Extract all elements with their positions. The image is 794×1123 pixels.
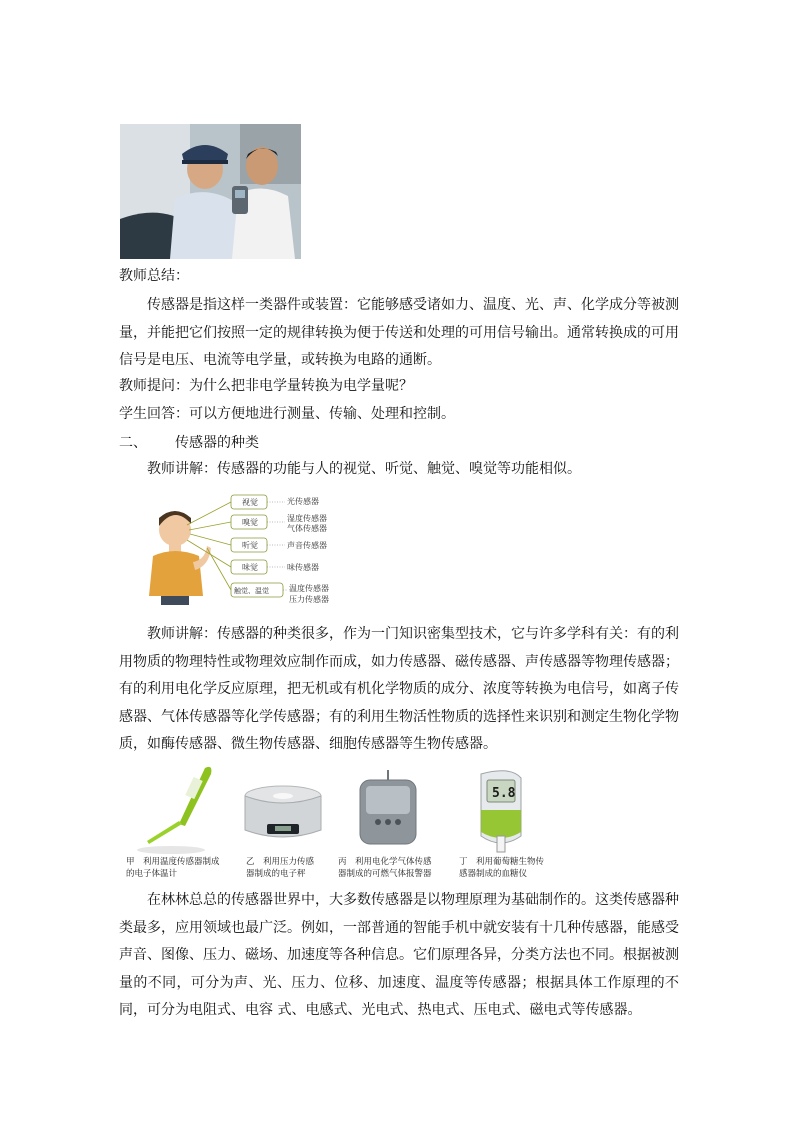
sensor-types-paragraph: 教师讲解：传感器的种类很多，作为一门知识密集型技术，它与许多学科有关：有的利用物质的物理特性或物理效应制作而成，如力传感器、磁传感器、声传感器等物理传感器；有的利用电化学反应原理，把无机或有机化学物质的成分、浓度等转换为电信号，如离子传感器、气体传感器等化学传感器；有的利用生物活性物质的选择性来识别和测定生物化学物质，如酶传感器、微生物传感器、细胞传感器等生物传感器。: [119, 626, 679, 752]
section-number: 二、: [119, 435, 147, 451]
caption-scale: 乙 利用压力传感 器制成的电子秤: [246, 857, 315, 879]
electronic-scale-icon: [245, 786, 321, 837]
devices-illustration: [119, 766, 559, 856]
teacher-summary-label: 教师总结：: [119, 268, 189, 284]
teacher-lecture-senses: 教师讲解：传感器的功能与人的视觉、听觉、触觉、嗅觉等功能相似。: [147, 461, 581, 477]
caption-gas-alarm: 丙 利用电化学气体传感 器制成的可燃气体报警器: [338, 857, 432, 879]
sensor-3-0: 味传感器: [287, 563, 319, 572]
student-answer: 学生回答：可以方便地进行测量、传输、处理和控制。: [119, 406, 455, 422]
glucose-meter-icon: [481, 771, 521, 852]
sensor-1-1: 气体传感器: [287, 524, 327, 533]
senses-figure: [147, 490, 347, 605]
glucose-reading: 5.8: [492, 786, 516, 801]
sense-1: 嗅觉: [242, 518, 258, 527]
sensor-2-0: 声音传感器: [287, 541, 327, 550]
senses-sensor-diagram: [147, 490, 347, 605]
teacher-question: 教师提问：为什么把非电学量转换为电学量呢？: [119, 378, 413, 394]
sensor-definition-paragraph: 传感器是指这样一类器件或装置：它能够感受诸如力、温度、光、声、化学成分等被测量，并能把它们按照一定的规律转换为便于传送和处理的可用信号输出。通常转换成的可用信号是电压、电流等电学量，或转换为电路的通断。: [119, 297, 679, 368]
gas-alarm-icon: [360, 770, 416, 844]
physical-sensors-paragraph: 在林林总总的传感器世界中，大多数传感器是以物理原理为基础制作的。这类传感器种类最多，应用领域也最广泛。例如，一部普通的智能手机中就安装有十几种传感器，能感受声音、图像、压力、磁场、加速度等各种信息。它们原理各异，分类方法也不同。根据被测量的不同，可分为声、光、压力、位移、加速度、温度等传感器；根据具体工作原理的不同，可分为电阻式、电容 式、电感式、光电式、热电式、压电式、磁电式等传感器。: [119, 892, 679, 1018]
sensor-4-1: 压力传感器: [289, 595, 329, 604]
sense-2: 听觉: [242, 541, 258, 550]
sensor-4-0: 温度传感器: [289, 584, 329, 593]
breathalyzer-photo: [120, 124, 301, 259]
sensor-0-0: 光传感器: [287, 497, 319, 506]
sense-4: 触觉、温觉: [234, 587, 269, 595]
section-title: 传感器的种类: [175, 435, 259, 451]
sense-0: 视觉: [242, 498, 258, 507]
caption-glucose-meter: 丁 利用葡萄糖生物传 感器制成的血糖仪: [459, 857, 545, 879]
breathalyzer-illustration: [120, 124, 301, 259]
caption-thermometer: 甲 利用温度传感器制成 的电子体温计: [126, 857, 220, 879]
sensor-1-0: 湿度传感器: [287, 514, 327, 523]
electronic-thermometer-icon: [137, 767, 211, 854]
sense-3: 味觉: [242, 563, 258, 572]
section-heading: [119, 430, 259, 457]
